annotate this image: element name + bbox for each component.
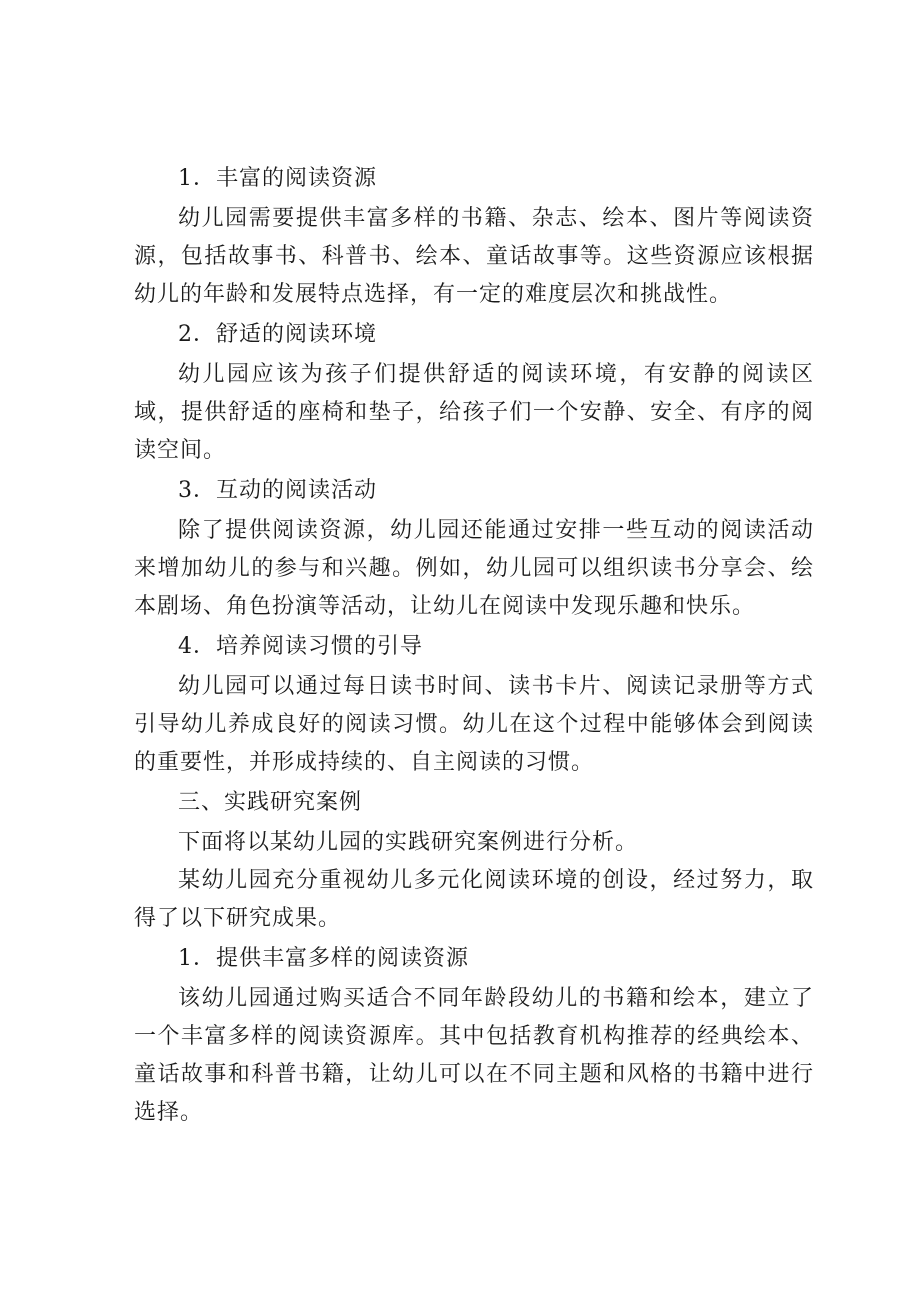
section-heading-habits: 4．培养阅读习惯的引导	[178, 634, 423, 659]
paragraph-case-results: 某幼儿园充分重视幼儿多元化阅读环境的创设，经过努力，取得了以下研究成果。	[134, 868, 814, 931]
paragraph-provide-resources: 该幼儿园通过购买适合不同年龄段幼儿的书籍和绘本，建立了一个丰富多样的阅读资源库。其中包括教育机构推荐的经典绘本、童话故事和科普书籍，让幼儿可以在不同主题和风格的书籍中进行选择。	[134, 986, 814, 1125]
paragraph-case-intro: 下面将以某幼儿园的实践研究案例进行分析。	[178, 830, 639, 855]
section-heading-provide-resources: 1．提供丰富多样的阅读资源	[178, 946, 469, 971]
paragraph-activities: 除了提供阅读资源，幼儿园还能通过安排一些互动的阅读活动来增加幼儿的参与和兴趣。例如，幼儿园可以组织读书分享会、绘本剧场、角色扮演等活动，让幼儿在阅读中发现乐趣和快乐。	[134, 518, 814, 619]
paragraph-resources: 幼儿园需要提供丰富多样的书籍、杂志、绘本、图片等阅读资源，包括故事书、科普书、绘本、童话故事等。这些资源应该根据幼儿的年龄和发展特点选择，有一定的难度层次和挑战性。	[134, 206, 814, 307]
document-body	[134, 160, 814, 1132]
section-heading-environment: 2．舒适的阅读环境	[178, 322, 377, 347]
paragraph-environment: 幼儿园应该为孩子们提供舒适的阅读环境，有安静的阅读区域，提供舒适的座椅和垫子，给孩子们一个安静、安全、有序的阅读空间。	[134, 362, 814, 463]
section-heading-resources: 1．丰富的阅读资源	[178, 166, 377, 191]
section-heading-case-study: 三、实践研究案例	[178, 790, 363, 815]
section-heading-activities: 3．互动的阅读活动	[178, 478, 377, 503]
paragraph-habits: 幼儿园可以通过每日读书时间、读书卡片、阅读记录册等方式引导幼儿养成良好的阅读习惯。幼儿在这个过程中能够体会到阅读的重要性，并形成持续的、自主阅读的习惯。	[134, 674, 814, 775]
